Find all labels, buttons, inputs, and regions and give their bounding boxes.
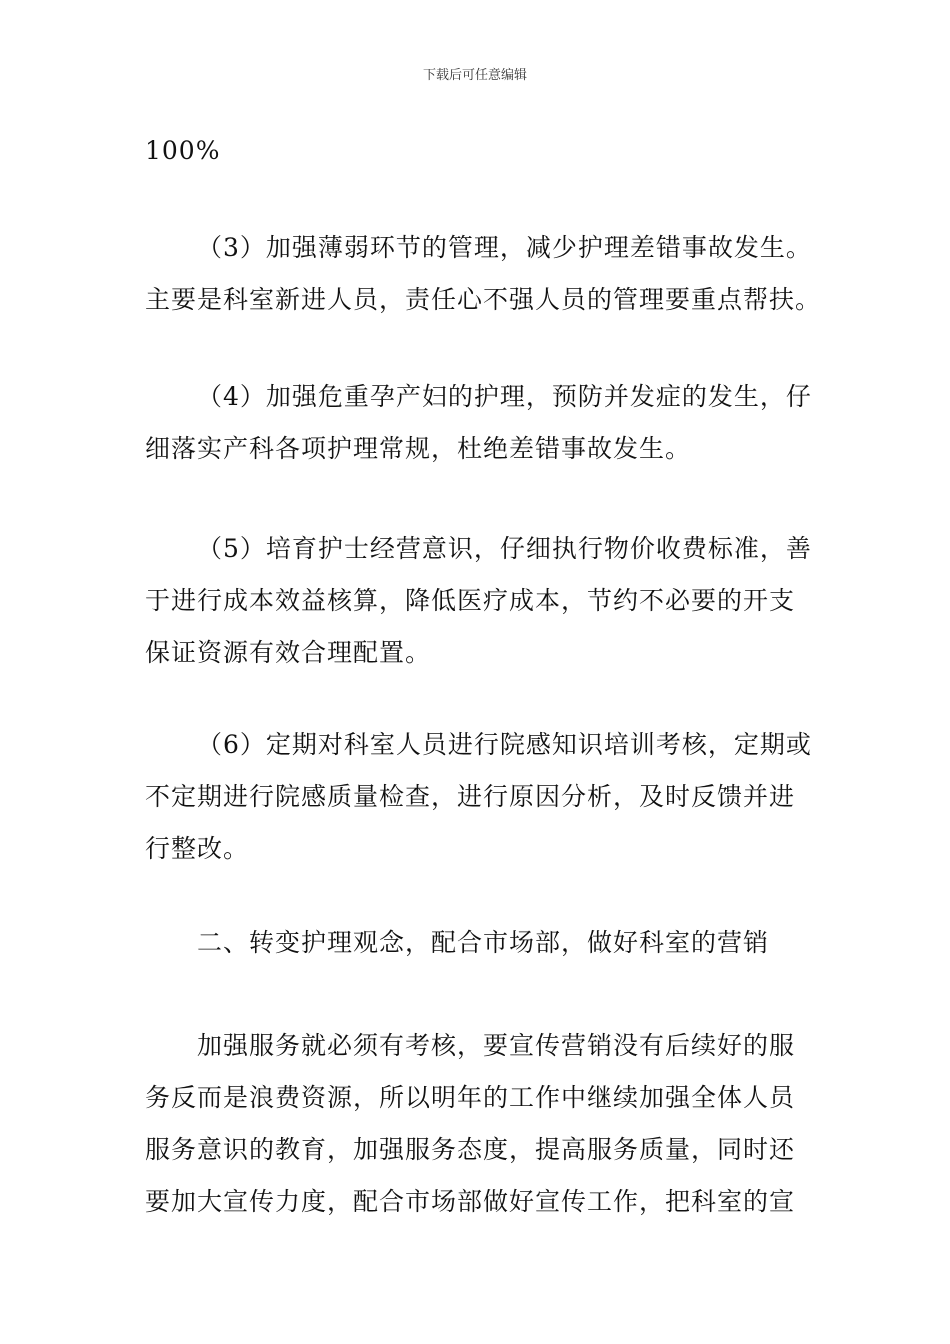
text-line: 100%: [145, 136, 221, 165]
paragraph-item-5: [145, 523, 810, 679]
text-line: （5）培育护士经营意识，仔细执行物价收费标准，善: [197, 534, 812, 563]
page-header: 下载后可任意编辑: [422, 68, 527, 83]
text-line: 加强服务就必须有考核，要宣传营销没有后续好的服: [197, 1031, 796, 1060]
text-line: （4）加强危重孕产妇的护理，预防并发症的发生，仔: [197, 382, 812, 411]
text-line: 服务意识的教育，加强服务态度，提高服务质量，同时还: [145, 1135, 796, 1164]
paragraph-item-6: [145, 719, 810, 875]
text-line: 保证资源有效合理配置。: [145, 638, 432, 667]
text-line: 细落实产科各项护理常规，杜绝差错事故发生。: [145, 434, 692, 463]
text-line: 务反而是浪费资源，所以明年的工作中继续加强全体人员: [145, 1083, 796, 1112]
text-line: 要加大宣传力度，配合市场部做好宣传工作，把科室的宣: [145, 1187, 796, 1216]
text-line: 主要是科室新进人员，责任心不强人员的管理要重点帮扶。: [145, 285, 822, 314]
section-heading: [145, 917, 810, 969]
paragraph-item-3: [145, 222, 822, 326]
text-line: （6）定期对科室人员进行院感知识培训考核，定期或: [197, 730, 812, 759]
text-line: （3）加强薄弱环节的管理，减少护理差错事故发生。: [197, 233, 812, 262]
paragraph-percent: [145, 125, 810, 177]
paragraph-marketing: [145, 1020, 810, 1228]
text-line: 二、转变护理观念，配合市场部，做好科室的营销: [197, 928, 770, 957]
text-line: 于进行成本效益核算，降低医疗成本，节约不必要的开支: [145, 586, 796, 615]
text-line: 不定期进行院感质量检查，进行原因分析，及时反馈并进: [145, 782, 796, 811]
paragraph-item-4: [145, 371, 810, 475]
text-line: 行整改。: [145, 834, 250, 863]
